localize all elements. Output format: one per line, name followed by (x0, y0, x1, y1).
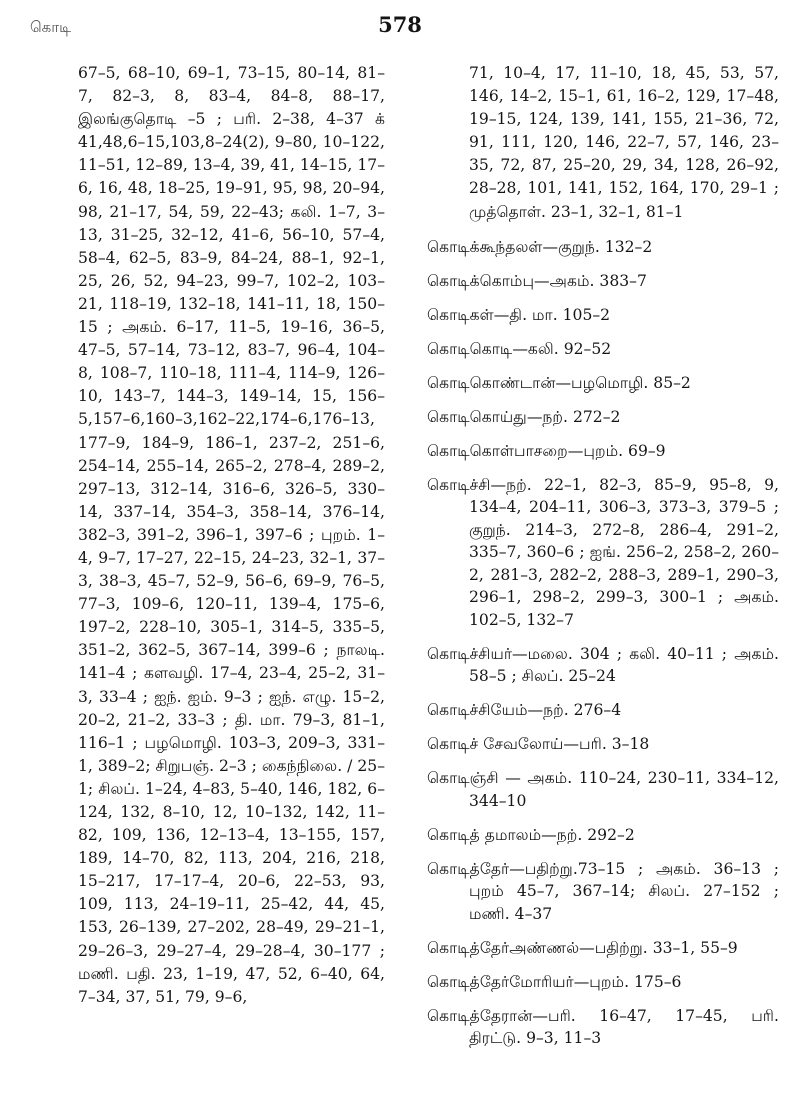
index-entries (427, 236, 779, 1050)
left-column (78, 62, 385, 1062)
index-entry: கொடித்தேர்—பதிற்று.73–15 ; அகம். 36–13 ; புறம் 45–7, 367–14; சிலப். 27–152 ; மணி. 4–37 (427, 859, 779, 923)
index-entry: கொடிஞ்சி — அகம். 110–24, 230–11, 334–12, 344–10 (427, 769, 779, 810)
right-column-continuation: 71, 10–4, 17, 11–10, 18, 45, 53, 57, 146, 14–2, 15–1, 61, 16–2, 129, 17–48, 19–15, 124, 139, 141, 155, 21–36, 72, 91, 111, 120, 146, 22–7, 57, 146, 23–35, 72, 87, 25–20, 29, 34, 128, 26–92, 28–28, 101, 141, 152, 164, 170, 29–1 ; முத்தொள். 23–1, 32–1, 81–1 (469, 64, 779, 221)
page-number: 578 (378, 12, 422, 37)
index-entry: கொடிகள்—தி. மா. 105–2 (427, 305, 611, 324)
right-column (427, 62, 779, 1061)
index-entry: கொடிச்சியேம்—நற். 276–4 (427, 701, 622, 720)
index-entry: கொடித் தமாலம்—நற். 292–2 (427, 825, 635, 844)
index-entry: கொடிகொய்து—நற். 272–2 (427, 407, 621, 426)
index-entry: கொடிகொண்டான்—பழமொழி. 85–2 (427, 373, 691, 392)
index-entry: கொடிக்கொம்பு—அகம். 383–7 (427, 271, 647, 290)
left-column-text: 67–5, 68–10, 69–1, 73–15, 80–14, 81–7, 82–3, 8, 83–4, 84–8, 88–17, இலங்குதொடி –5 ; பரி. 2–38, 4–37 க் 41,48,6–15,103,8–24(2), 9–80, 10–122, 11–51, 12–89, 13–4, 39, 41, 14–15, 17–6, 16, 48, 18–25, 19–91, 95, 98, 20–94, 98, 21–17, 54, 59, 22–43; கலி. 1–7, 3–13, 31–25, 32–12, 41–6, 56–10, 57–4, 58–4, 62–5, 83–9, 84–24, 88–1, 92–1, 25, 26, 52, 94–23, 99–7, 102–2, 103–21, 118–19, 132–18, 141–11, 18, 150–15 ; அகம். 6–17, 11–5, 19–16, 36–5, 47–5, 57–14, 73–12, 83–7, 96–4, 104–8, 108–7, 110–18, 111–4, 114–9, 126–10, 143–7, 144–3, 149–14, 15, 156–5,157–6,160–3,162–22,174–6,176–13, 177–9, 184–9, 186–1, 237–2, 251–6, 254–14, 255–14, 265–2, 278–4, 289–2, 297–13, 312–14, 316–6, 326–5, 330–14, 337–14, 354–3, 358–14, 376–14, 382–3, 391–2, 396–1, 397–6 ; புறம். 1–4, 9–7, 17–27, 22–15, 24–23, 32–1, 37–3, 38–3, 45–7, 52–9, 56–6, 69–9, 76–5, 77–3, 109–6, 120–11, 139–4, 175–6, 197–2, 228–10, 305–1, 314–5, 335–5, 351–2, 362–5, 367–14, 399–6 ; நாலடி. 141–4 ; களவழி. 17–4, 23–4, 25–2, 31–3, 33–4 ; ஐந். ஐம். 9–3 ; ஐந். எழு. 15–2, 20–2, 21–2, 33–3 ; தி. மா. 79–3, 81–1, 116–1 ; பழமொழி. 103–3, 209–3, 331–1, 389–2; சிறுபஞ். 2–3 ; கைந்நிலை. / 25–1; சிலப். 1–24, 4–83, 5–40, 146, 182, 6–124, 132, 8–10, 12, 10–132, 142, 11–82, 109, 136, 12–13–4, 13–155, 157, 189, 14–70, 82, 113, 204, 216, 218, 15–217, 17–17–4, 20–6, 22–53, 93, 109, 113, 24–19–11, 25–42, 44, 45, 153, 26–139, 27–202, 28–49, 29–21–1, 29–26–3, 29–27–4, 29–28–4, 30–177 ; மணி. பதி. 23, 1–19, 47, 52, 6–40, 64, 7–34, 37, 51, 79, 9–6, (78, 64, 385, 1006)
index-entry: கொடித்தேர்மோரியர்—புறம். 175–6 (427, 972, 682, 991)
index-entry: கொடிச்சியர்—மலை. 304 ; கலி. 40–11 ; அகம். 58–5 ; சிலப். 25–24 (427, 644, 779, 686)
running-head: கொடி (30, 18, 72, 36)
page-header (0, 0, 800, 50)
index-entry: கொடிகொடி—கலி. 92–52 (427, 339, 612, 358)
index-entry: கொடிக்கூந்தலள்—குறுந். 132–2 (427, 237, 653, 256)
index-entry: கொடிச்சி—நற். 22–1, 82–3, 85–9, 95–8, 9, 134–4, 204–11, 306–3, 373–3, 379–5 ; குறுந். 214–3, 272–8, 286–4, 291–2, 335–7, 360–6 ; ஐங். 256–2, 258–2, 260–2, 281–3, 282–2, 288–3, 289–1, 290–3, 296–1, 298–2, 299–3, 300–1 ; அகம். 102–5, 132–7 (427, 475, 779, 629)
index-entry: கொடிகொள்பாசறை—புறம். 69–9 (427, 441, 666, 460)
index-entry: கொடித்தேரான்—பரி. 16–47, 17–45, பரி. திரட்டு. 9–3, 11–3 (427, 1006, 779, 1048)
index-entry: கொடித்தேர்அண்ணல்—பதிற்று. 33–1, 55–9 (427, 938, 738, 957)
index-entry: கொடிச் சேவலோய்—பரி. 3–18 (427, 735, 650, 754)
